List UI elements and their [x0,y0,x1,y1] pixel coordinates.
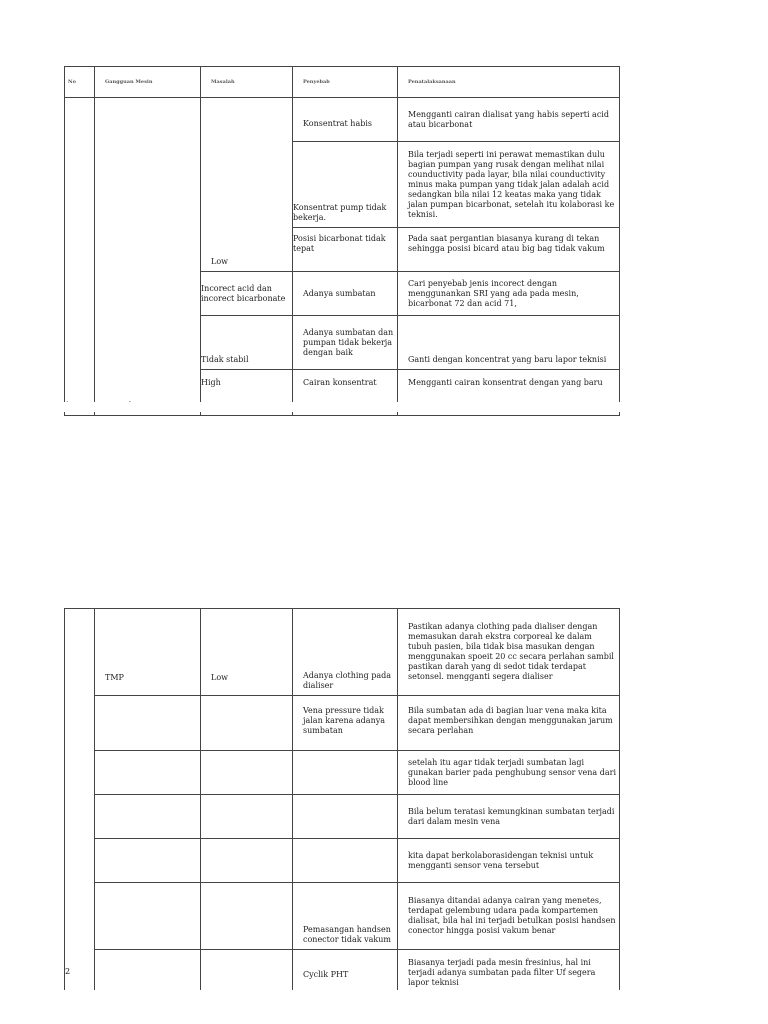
gangguan-mesin-cell: TMP [95,609,201,696]
penatalaksanaan-cell: Pastikan adanya clothing pada dialiser dengan memasukan darah ekstra corporeal ke dalam tubuh pasien, bila tidak bisa masukan dengan menggunakan spoeit 20 cc secara perlahan sambil pastikan darah yang di sedot tidak terdapat setonsel. mengganti segera dialiser [398,609,620,696]
penatalaksanaan-cell: Bila terjadi seperti ini perawat memastikan dulu bagian pumpan yang rusak dengan melihat nilai counductivity pada layar, bila nilai counductivity minus maka pumpan yang tidak jalan adalah acid sedangkan bila nilai 12 keatas maka yang tidak jalan pumpan bicarbonat, setelah itu kolaborasi ke teknisi. [398,142,620,228]
table-row [65,696,620,751]
penatalaksanaan-cell: Cari penyebab jenis incorect dengan menggunankan SRI yang ada pada mesin, bicarbonat 72 dan acid 71, [398,272,620,316]
conductivity-table [64,66,620,416]
row-number [65,98,95,416]
penyebab-cell [293,751,398,795]
empty-cell [201,795,293,839]
empty-cell [95,883,201,950]
table-row [65,751,620,795]
penatalaksanaan-cell: Pada saat pergantian biasanya kurang di tekan sehingga posisi bicard atau big bag tidak vakum [398,228,620,272]
penyebab-cell: Cyclik PHT [293,950,398,1000]
empty-cell [201,839,293,883]
penatalaksanaan-cell: Mengganti cairan dialisat yang habis seperti acid atau bicarbonat [398,98,620,142]
table-row [65,883,620,950]
penyebab-cell: Pemasangan handsen conector tidak vakum [293,883,398,950]
page-break-mask [64,402,620,412]
tmp-table [64,608,620,1000]
penyebab-cell: Adanya sumbatan dan pumpan tidak bekerja dengan baik [293,316,398,370]
penatalaksanaan-cell: Ganti dengan koncentrat yang baru lapor teknisi [398,316,620,370]
penyebab-cell [293,795,398,839]
header-no: No [65,67,95,98]
penyebab-cell [293,839,398,883]
penyebab-cell: Konsentrat pump tidak bekerja. [293,142,398,228]
header-penatalaksanaan: Penatalaksanaan [398,67,620,98]
penatalaksanaan-cell: Mengganti cairan konsentrat dengan yang baru [398,370,620,416]
table-row [65,839,620,883]
empty-cell [201,751,293,795]
penyebab-cell: Cairan konsentrat [293,370,398,416]
penatalaksanaan-cell: setelah itu agar tidak terjadi sumbatan lagi gunakan barier pada penghubung sensor vena dari blood line [398,751,620,795]
masalah-cell: Low [201,98,293,272]
empty-cell [95,795,201,839]
penyebab-cell: Adanya sumbatan [293,272,398,316]
masalah-cell: High [201,370,293,416]
gangguan-mesin-cell [95,98,201,416]
penyebab-cell: Posisi bicarbonat tidak tepat [293,228,398,272]
empty-cell [95,696,201,751]
table-row [65,98,620,142]
header-gangguan-mesin: Gangguan Mesin [95,67,201,98]
empty-cell [95,751,201,795]
penatalaksanaan-cell: Bila sumbatan ada di bagian luar vena maka kita dapat membersihkan dengan menggunakan jarum secara perlahan [398,696,620,751]
empty-cell [95,839,201,883]
penatalaksanaan-cell: Bila belum teratasi kemungkinan sumbatan terjadi dari dalam mesin vena [398,795,620,839]
penatalaksanaan-cell: Biasanya terjadi pada mesin fresinius, hal ini terjadi adanya sumbatan pada filter Uf segera lapor teknisi [398,950,620,1000]
header-penyebab: Penyebab [293,67,398,98]
table-row [65,609,620,696]
penyebab-cell: Adanya clothing pada dialiser [293,609,398,696]
row-number: 2 [65,609,95,1000]
table-row [65,795,620,839]
penyebab-cell: Konsentrat habis [293,98,398,142]
penatalaksanaan-cell: Biasanya ditandai adanya cairan yang menetes, terdapat gelembung udara pada kompartemen dialisat, bila hal ini terjadi betulkan posisi handsen conector hingga posisi vakum benar [398,883,620,950]
header-masalah: Masalah [201,67,293,98]
empty-cell [201,883,293,950]
page-break-mask [64,990,620,1010]
penyebab-cell: Vena pressure tidak jalan karena adanya sumbatan [293,696,398,751]
masalah-cell: Incorect acid dan incorect bicarbonate [201,272,293,316]
masalah-cell: Low [201,609,293,696]
masalah-cell: Tidak stabil [201,316,293,370]
empty-cell [201,696,293,751]
table-header-row [65,67,620,98]
penatalaksanaan-cell: kita dapat berkolaborasidengan teknisi untuk mengganti sensor vena tersebut [398,839,620,883]
